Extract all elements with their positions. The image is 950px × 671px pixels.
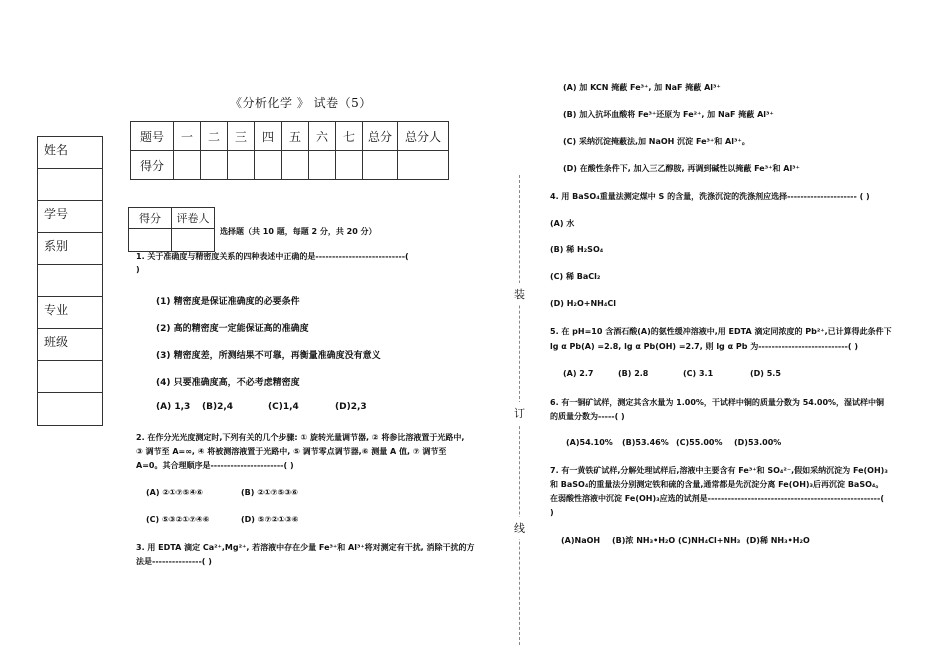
q7-option-b[interactable]: (B)浓 NH₃•H₂O	[612, 536, 676, 545]
q4-option-b[interactable]: (B) 稀 H₂SO₄	[550, 245, 604, 254]
score-cell[interactable]	[363, 151, 398, 180]
q6-option-c[interactable]: (C)55.00%	[676, 438, 723, 447]
question-5-line-1: 5. 在 pH=10 含酒石酸(A)的氨性缓冲溶液中,用 EDTA 滴定同浓度的 Pb²⁺,已计算得此条件下	[550, 327, 892, 336]
q1-statement-1: (1) 精密度是保证准确度的必要条件	[156, 297, 300, 307]
question-7-line-2: 和 BaSO₄的重量法分别测定铁和硫的含量,通常都是先沉淀分离 Fe(OH)₃后再沉淀 BaSO₄。	[550, 480, 884, 489]
q5-option-b[interactable]: (B) 2.8	[618, 369, 649, 378]
score-col: 六	[309, 122, 336, 151]
grader-name-label: 评卷人	[172, 208, 215, 229]
info-blank	[38, 393, 102, 425]
question-2-line-1: 2. 在作分光光度测定时,下列有关的几个步骤: ① 旋转光量调节器, ② 将参比溶液置于光路中,	[136, 433, 465, 442]
score-cell[interactable]	[398, 151, 449, 180]
q5-option-c[interactable]: (C) 3.1	[683, 369, 714, 378]
score-col: 二	[201, 122, 228, 151]
question-2-line-3: A=0。其合理顺序是----------------------( )	[136, 461, 294, 470]
q2-option-b[interactable]: (B) ②①⑦⑤③⑥	[241, 488, 298, 497]
score-col: 五	[282, 122, 309, 151]
binding-char-ding: 订	[514, 402, 525, 424]
q7-option-d[interactable]: (D)稀 NH₃•H₂O	[746, 536, 810, 545]
q1-option-b[interactable]: (B)2,4	[202, 402, 234, 412]
info-blank	[38, 361, 102, 393]
score-total: 总分	[363, 122, 398, 151]
grader-name-cell[interactable]	[172, 229, 215, 252]
student-info-box	[37, 136, 103, 426]
q3-option-b[interactable]: (B) 加入抗坏血酸将 Fe³⁺还原为 Fe²⁺, 加 NaF 掩蔽 Al³⁺	[563, 110, 774, 119]
info-name: 姓名	[38, 137, 102, 169]
score-col: 七	[336, 122, 363, 151]
question-1-text: 1. 关于准确度与精密度关系的四种表述中正确的是---------------------------(	[136, 252, 409, 261]
q4-option-c[interactable]: (C) 稀 BaCl₂	[550, 272, 601, 281]
score-cell[interactable]	[228, 151, 255, 180]
info-class: 班级	[38, 329, 102, 361]
q2-option-c[interactable]: (C) ⑤③②①⑦④⑥	[146, 515, 210, 524]
grader-score-cell[interactable]	[129, 229, 172, 252]
q1-statement-2: (2) 高的精密度一定能保证高的准确度	[156, 324, 309, 334]
question-6-line-2: 的质量分数为-----( )	[550, 412, 625, 421]
question-7-line-4: )	[550, 508, 554, 517]
q2-option-d[interactable]: (D) ⑤⑦②①③⑥	[241, 515, 299, 524]
score-header-label: 题号	[131, 122, 174, 151]
section-heading: 选择题（共 10 题，每题 2 分，共 20 分）	[220, 227, 377, 236]
score-cell[interactable]	[282, 151, 309, 180]
binding-char-zhuang: 装	[514, 283, 525, 305]
q6-option-a[interactable]: (A)54.10%	[566, 438, 613, 447]
score-cell[interactable]	[174, 151, 201, 180]
q7-option-c[interactable]: (C)NH₄Cl+NH₃	[678, 536, 741, 545]
info-dept: 系别	[38, 233, 102, 265]
question-3-line-1: 3. 用 EDTA 滴定 Ca²⁺,Mg²⁺, 若溶液中存在少量 Fe³⁺和 Al³⁺将对测定有干扰, 消除干扰的方	[136, 543, 475, 552]
info-id: 学号	[38, 201, 102, 233]
info-blank	[38, 265, 102, 297]
score-cell[interactable]	[201, 151, 228, 180]
q6-option-b[interactable]: (B)53.46%	[622, 438, 669, 447]
q3-option-d[interactable]: (D) 在酸性条件下, 加入三乙醇胺, 再调到碱性以掩蔽 Fe³⁺和 Al³⁺	[563, 164, 800, 173]
question-4-text: 4. 用 BaSO₄重量法测定煤中 S 的含量，洗涤沉淀的洗涤剂应选择--------------------- ( )	[550, 192, 870, 201]
score-col: 四	[255, 122, 282, 151]
score-row-label: 得分	[131, 151, 174, 180]
question-5-line-2: lg α Pb(A) =2.8, lg α Pb(OH) =2.7, 则 lg α Pb 为---------------------------( )	[550, 342, 858, 351]
question-6-line-1: 6. 有一铜矿试样，测定其含水量为 1.00%，干试样中铜的质量分数为 54.00%，湿试样中铜	[550, 398, 885, 407]
question-1-text-end: )	[136, 265, 140, 274]
q4-option-d[interactable]: (D) H₂O+NH₄Cl	[550, 299, 616, 308]
info-major: 专业	[38, 297, 102, 329]
q1-option-a[interactable]: (A) 1,3	[156, 402, 191, 412]
question-7-line-3: 在弱酸性溶液中沉淀 Fe(OH)₃应选的试剂是----------------------------------------------------(	[550, 494, 884, 503]
q1-statement-3: (3) 精密度差，所测结果不可靠，再衡量准确度没有意义	[156, 351, 381, 361]
grader-table	[128, 207, 215, 252]
q1-option-c[interactable]: (C)1,4	[268, 402, 299, 412]
q4-option-a[interactable]: (A) 水	[550, 219, 575, 228]
question-7-line-1: 7. 有一黄铁矿试样,分解处理试样后,溶液中主要含有 Fe³⁺和 SO₄²⁻,假如采纳沉淀为 Fe(OH)₃	[550, 466, 888, 475]
q1-option-d[interactable]: (D)2,3	[335, 402, 367, 412]
q2-option-a[interactable]: (A) ②①⑦⑤④⑥	[146, 488, 203, 497]
q5-option-d[interactable]: (D) 5.5	[750, 369, 781, 378]
score-cell[interactable]	[309, 151, 336, 180]
score-col: 三	[228, 122, 255, 151]
q3-option-a[interactable]: (A) 加 KCN 掩蔽 Fe³⁺, 加 NaF 掩蔽 Al³⁺	[563, 83, 721, 92]
q6-option-d[interactable]: (D)53.00%	[734, 438, 782, 447]
score-table	[130, 121, 449, 180]
score-grader: 总分人	[398, 122, 449, 151]
q1-statement-4: (4) 只要准确度高，不必考虑精密度	[156, 378, 300, 388]
score-col: 一	[174, 122, 201, 151]
q7-option-a[interactable]: (A)NaOH	[561, 536, 601, 545]
score-cell[interactable]	[255, 151, 282, 180]
info-blank	[38, 169, 102, 201]
grader-score-label: 得分	[129, 208, 172, 229]
q5-option-a[interactable]: (A) 2.7	[563, 369, 594, 378]
binding-char-xian: 线	[514, 517, 525, 539]
exam-title: 《分析化学 》 试卷（5）	[230, 96, 372, 110]
score-cell[interactable]	[336, 151, 363, 180]
question-3-line-2: 法是---------------( )	[136, 557, 212, 566]
question-2-line-2: ③ 调节至 A=∞, ④ 将被测溶液置于光路中, ⑤ 调节零点调节器,⑥ 测量 A 值, ⑦ 调节至	[136, 447, 447, 456]
q3-option-c[interactable]: (C) 采纳沉淀掩蔽法,加 NaOH 沉淀 Fe³⁺和 Al³⁺。	[563, 137, 750, 146]
